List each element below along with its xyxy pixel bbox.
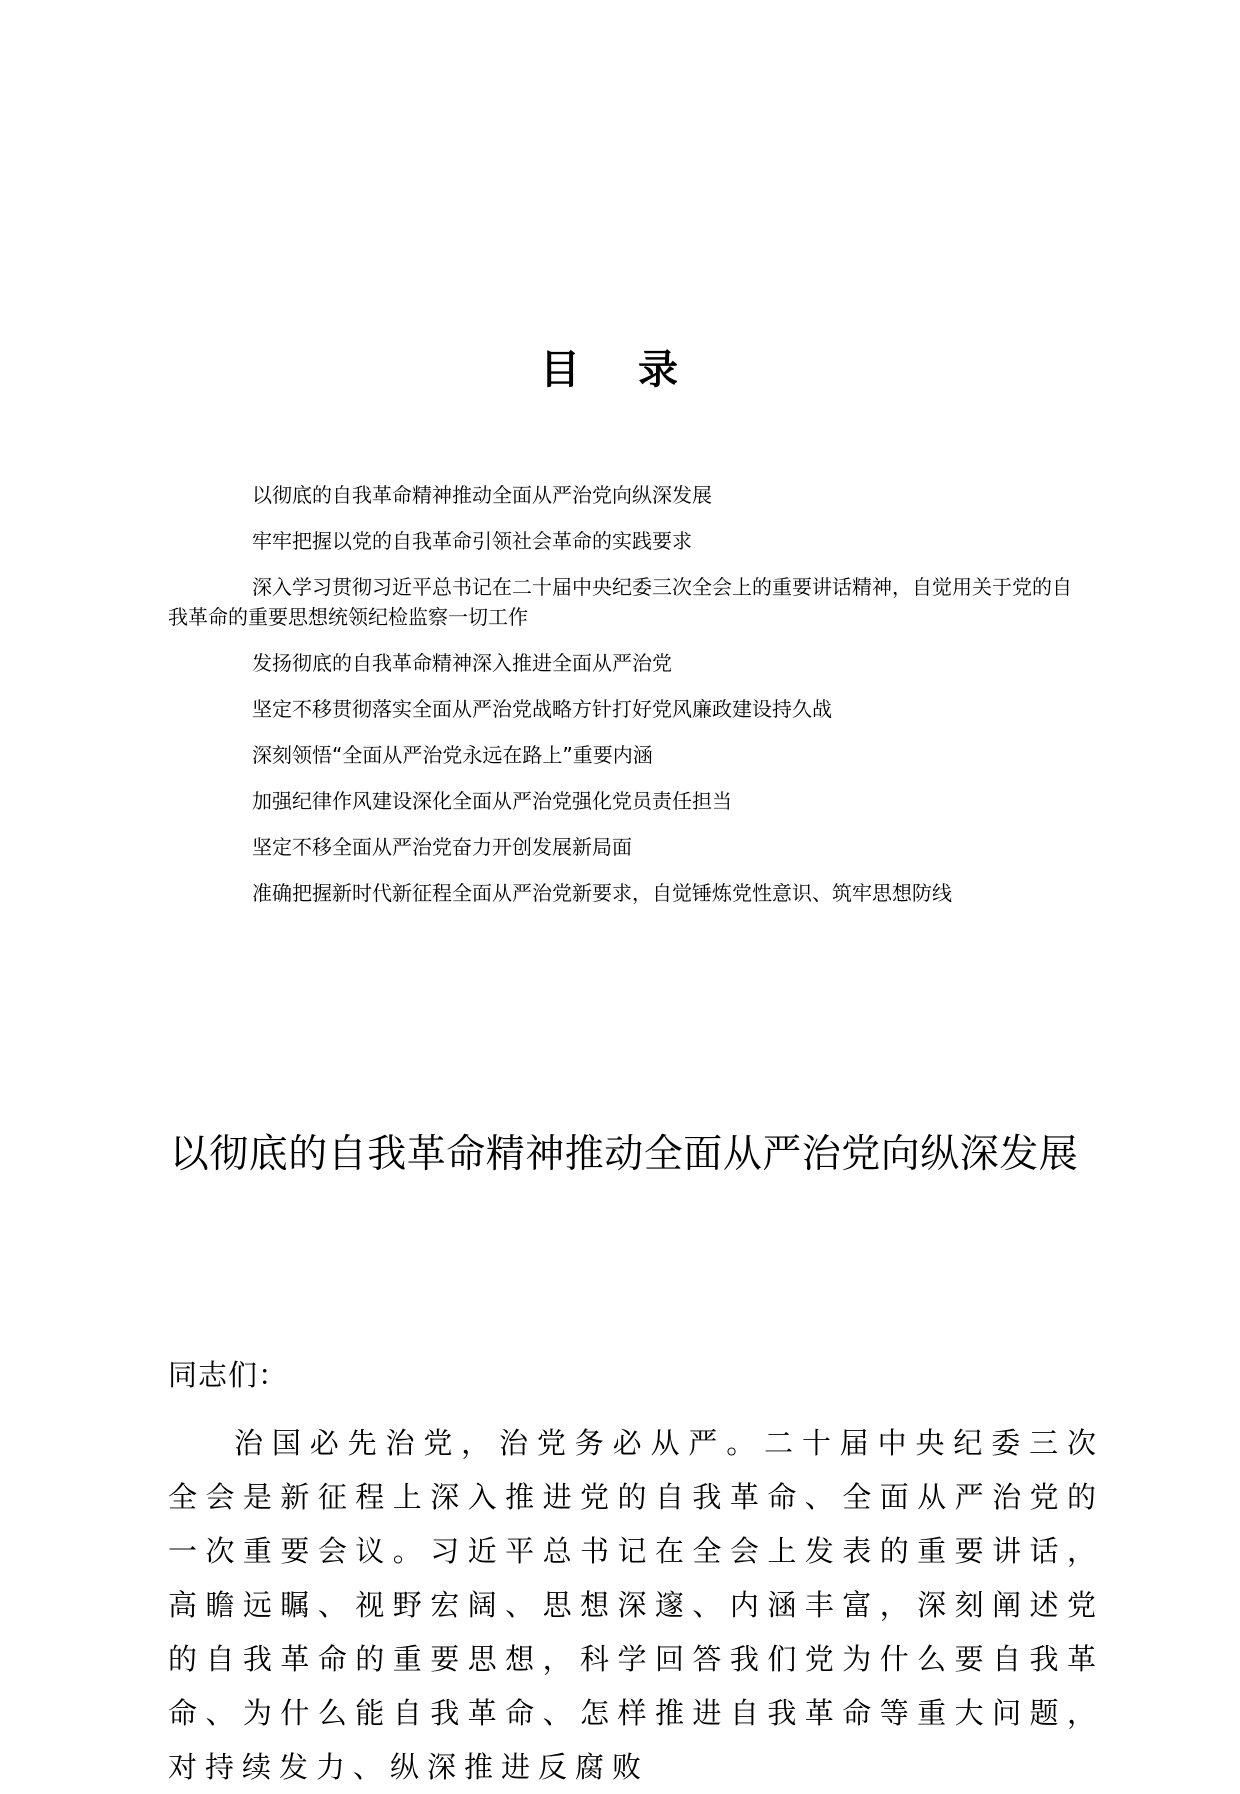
toc-item: 深入学习贯彻习近平总书记在二十届中央纪委三次全会上的重要讲话精神，自觉用关于党的自我革命的重要思想统领纪检监察一切工作	[168, 575, 1072, 629]
toc-item: 准确把握新时代新征程全面从严治党新要求，自觉锤炼党性意识、筑牢思想防线	[252, 881, 952, 905]
toc-item: 坚定不移全面从严治党奋力开创发展新局面	[252, 835, 632, 859]
toc-item: 发扬彻底的自我革命精神深入推进全面从严治党	[252, 651, 672, 675]
toc-title: 目 录	[540, 347, 700, 393]
table-of-contents	[168, 480, 1080, 924]
body-paragraph: 治国必先治党，治党务必从严。二十届中央纪委三次全会是新征程上深入推进党的自我革命、全面从严治党的一次重要会议。习近平总书记在全会上发表的重要讲话，高瞻远瞩、视野宏阔、思想深邃、内涵丰富，深刻阐述党的自我革命的重要思想，科学回答我们党为什么要自我革命、为什么能自我革命、怎样推进自我革命等重大问题，对持续发力、纵深推进反腐败	[168, 1426, 1104, 1784]
article-heading: 以彻底的自我革命精神推动全面从严治党向纵深发展	[169, 1132, 1079, 1177]
toc-item: 加强纪律作风建设深化全面从严治党强化党员责任担当	[252, 789, 732, 813]
toc-item: 深刻领悟“全面从严治党永远在路上”重要内涵	[252, 743, 653, 767]
salutation: 同志们：	[168, 1358, 289, 1392]
toc-item: 牢牢把握以党的自我革命引领社会革命的实践要求	[252, 529, 692, 553]
toc-item: 坚定不移贯彻落实全面从严治党战略方针打好党风廉政建设持久战	[252, 697, 832, 721]
toc-item: 以彻底的自我革命精神推动全面从严治党向纵深发展	[252, 483, 712, 507]
